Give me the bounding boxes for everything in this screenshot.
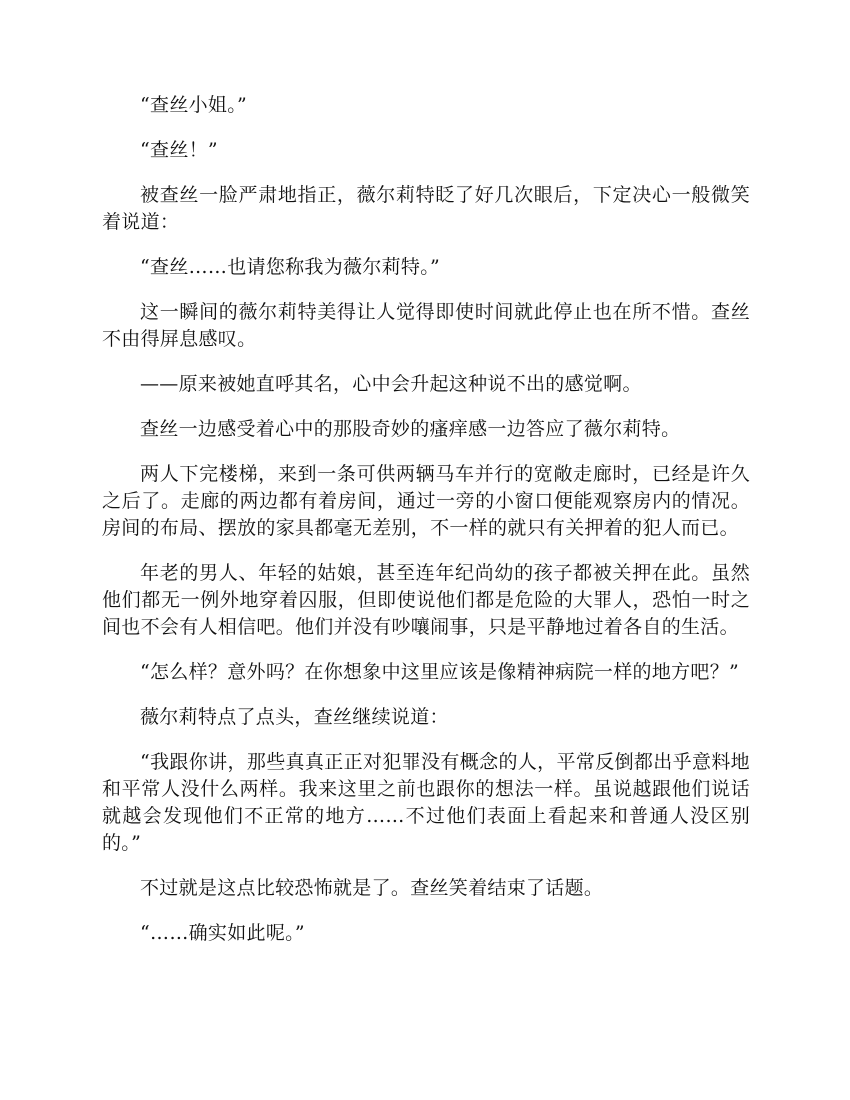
paragraph: “查丝……也请您称我为薇尔莉特。” [140,256,441,278]
paragraph: 薇尔莉特点了点头，查丝继续说道： [140,706,449,728]
paragraph: 被查丝一脸严肃地指正，薇尔莉特眨了好几次眼后，下定决心一般微笑着说道： [102,184,750,233]
paragraph: “查丝小姐。” [140,94,248,116]
paragraph: 两人下完楼梯，来到一条可供两辆马车并行的宽敞走廊时，已经是许久之后了。走廊的两边都有着房间，通过一旁的小窗口便能观察房内的情况。房间的布局、摆放的家具都毫无差别，不一样的就只有关押着的犯人而已。 [102,463,750,539]
paragraph: ——原来被她直呼其名，心中会升起这种说不出的感觉啊。 [140,373,642,395]
document-page [102,92,750,965]
paragraph: “我跟你讲，那些真真正正对犯罪没有概念的人，平常反倒都出乎意料地和平常人没什么两样。我来这里之前也跟你的想法一样。虽说越跟他们说话就越会发现他们不正常的地方……不过他们表面上看起来和普通人没区别的。” [102,751,750,854]
paragraph: 查丝一边感受着心中的那股奇妙的瘙痒感一边答应了薇尔莉特。 [140,418,681,440]
paragraph: “……确实如此呢。” [140,922,305,944]
paragraph: 年老的男人、年轻的姑娘，甚至连年纪尚幼的孩子都被关押在此。虽然他们都无一例外地穿着囚服，但即使说他们都是危险的大罪人，恐怕一时之间也不会有人相信吧。他们并没有吵嚷闹事，只是平静地过着各自的生活。 [102,562,750,638]
paragraph: 这一瞬间的薇尔莉特美得让人觉得即使时间就此停止也在所不惜。查丝不由得屏息感叹。 [102,301,750,350]
paragraph: “怎么样？意外吗？在你想象中这里应该是像精神病院一样的地方吧？” [140,661,740,683]
paragraph: 不过就是这点比较恐怖就是了。查丝笑着结束了话题。 [140,877,604,899]
paragraph: “查丝！” [140,139,218,161]
